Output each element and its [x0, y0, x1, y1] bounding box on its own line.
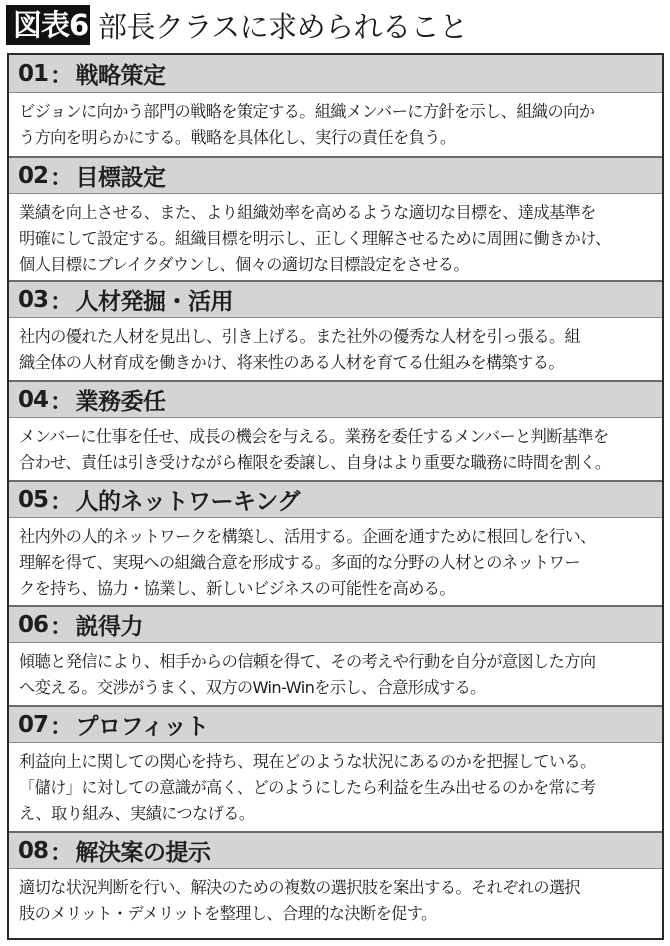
section-07-profit: [9, 705, 662, 831]
section-01-strategy: [9, 55, 662, 156]
section-heading: [9, 55, 662, 93]
section-08-solutions: [9, 831, 662, 938]
section-number: 02: [18, 162, 49, 189]
section-number: 08: [18, 837, 49, 864]
section-description: [9, 418, 662, 480]
section-number: 04: [18, 386, 49, 413]
section-colon: ：: [50, 614, 73, 640]
section-number: 07: [18, 711, 49, 738]
section-title: プロフィット: [75, 714, 209, 740]
description-line: へ変える。交渉がうまく、双方のWin-Winを示し、合意形成する。: [19, 678, 486, 697]
description-line: 社内外の人的ネットワークを構築し、活用する。企画を通すために根回しを行い、: [19, 527, 596, 546]
section-04-delegation: [9, 380, 662, 480]
section-heading: [9, 156, 662, 194]
section-description: [9, 643, 662, 705]
description-line: メンバーに仕事を任せ、成長の機会を与える。業務を委任するメンバーと判断基準を: [19, 427, 609, 446]
description-line: 明確にして設定する。組織目標を明示し、正しく理解させるために周囲に働きかけ、: [19, 229, 611, 248]
section-description: [9, 194, 662, 280]
section-title: 人的ネットワーキング: [75, 489, 300, 515]
figure-title-row: [6, 5, 468, 45]
section-description: [9, 518, 662, 605]
section-title: 解決案の提示: [75, 840, 211, 866]
section-02-goal-setting: [9, 156, 662, 280]
description-line: え、取り組み、実績につなげる。: [19, 804, 255, 823]
section-colon: ：: [50, 63, 73, 89]
requirements-table: [7, 53, 664, 940]
section-number: 06: [18, 611, 49, 638]
section-description: [9, 869, 662, 933]
description-line: ビジョンに向かう部門の戦略を策定する。組織メンバーに方針を示し、組織の向か: [19, 102, 595, 121]
section-heading: [9, 480, 662, 518]
section-title: 戦略策定: [75, 63, 166, 89]
description-line: 肢のメリット・デメリットを整理し、合理的な決断を促す。: [19, 904, 437, 923]
description-line: 合わせ、責任は引き受けながら権限を委譲し、自身はより重要な職務に時間を割く。: [19, 453, 611, 472]
section-heading: [9, 280, 662, 318]
figure-title: 部長クラスに求められること: [98, 9, 468, 44]
description-line: 傾聴と発信により、相手からの信頼を得て、その考えや行動を自分が意図した方向: [19, 652, 596, 671]
section-colon: ：: [50, 714, 73, 740]
section-03-talent: [9, 280, 662, 380]
section-heading: [9, 831, 662, 869]
section-description: [9, 93, 662, 156]
section-number: 03: [18, 286, 49, 313]
section-heading: [9, 605, 662, 643]
section-description: [9, 743, 662, 831]
section-number: 01: [18, 60, 49, 87]
section-colon: ：: [50, 289, 73, 315]
description-line: 織全体の人材育成を働きかけ、将来性のある人材を育てる仕組みを構築する。: [19, 353, 564, 372]
description-line: 適切な状況判断を行い、解決のための複数の選択肢を案出する。それぞれの選択: [19, 878, 581, 897]
section-title: 説得力: [75, 614, 144, 640]
section-title: 目標設定: [75, 165, 166, 191]
description-line: 利益向上に関しての関心を持ち、現在どのような状況にあるのかを把握している。: [19, 752, 596, 771]
section-number: 05: [18, 486, 49, 513]
section-title: 業務委任: [75, 389, 166, 415]
description-line: 理解を得て、実現への組織合意を形成する。多面的な分野の人材とのネットワー: [19, 553, 580, 572]
description-line: 個人目標にブレイクダウンし、個々の適切な目標設定をさせる。: [19, 255, 469, 274]
section-heading: [9, 380, 662, 418]
description-line: 業績を向上させる、また、より組織効率を高めるような適切な目標を、達成基準を: [19, 203, 596, 222]
section-05-networking: [9, 480, 662, 605]
section-colon: ：: [50, 165, 73, 191]
figure-label: 図表6: [6, 5, 90, 45]
section-colon: ：: [50, 489, 73, 515]
description-line: 社内の優れた人材を見出し、引き上げる。また社外の優秀な人材を引っ張る。組: [19, 327, 581, 346]
description-line: クを持ち、協力・協業し、新しいビジネスの可能性を高める。: [19, 579, 455, 598]
section-heading: [9, 705, 662, 743]
section-colon: ：: [50, 840, 73, 866]
section-description: [9, 318, 662, 380]
section-06-persuasion: [9, 605, 662, 705]
description-line: 「儲け」に対しての意識が高く、どのようにしたら利益を生み出せるのかを常に考: [19, 778, 596, 797]
description-line: う方向を明らかにする。戦略を具体化し、実行の責任を負う。: [19, 128, 456, 147]
section-title: 人材発掘・活用: [75, 289, 234, 315]
section-colon: ：: [50, 389, 73, 415]
